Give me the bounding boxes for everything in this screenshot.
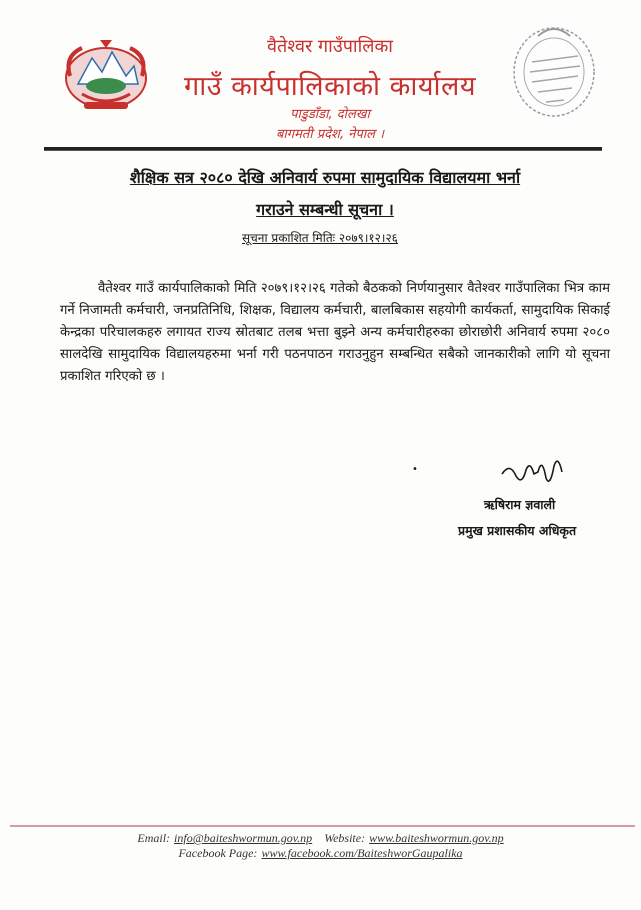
signer-title: प्रमुख प्रशासकीय अधिकृत: [458, 523, 577, 538]
notice-title-line1: शैक्षिक सत्र २०८० देखि अनिवार्य रुपमा सामुदायिक विद्यालयमा भर्ना: [129, 168, 521, 187]
footer-divider: [10, 825, 635, 827]
footer-contact: [0, 831, 641, 846]
header-divider: [44, 147, 602, 151]
published-date: सूचना प्रकाशित मितिः २०७९।१२।२६: [242, 231, 398, 245]
email-label: Email:: [137, 831, 171, 845]
website-label: Website:: [324, 831, 366, 845]
handwritten-signature: [498, 452, 568, 492]
office-province: बागमती प्रदेश, नेपाल ।: [275, 127, 385, 142]
website-link[interactable]: www.baiteshwormun.gov.np: [369, 831, 504, 845]
facebook-link[interactable]: www.facebook.com/BaiteshworGaupalika: [261, 846, 463, 860]
footer-social: [0, 846, 641, 861]
office-seal-stamp: [508, 18, 600, 122]
notice-body: वैतेश्वर गाउँ कार्यपालिकाको मिति २०७९।१२।२६ गतेको बैठकको निर्णयानुसार वैतेश्वर गाउँपालिका भित्र काम गर्ने निजामती कर्मचारी, जनप्रतिनिधि, शिक्षक, विद्यालय कर्मचारी, बालबिकास सहयोगी कार्यकर्ता, सामुदायिक सिकाई केन्द्रका परिचालकहरु लगायत राज्य स्रोतबाट तलब भत्ता बुझ्ने अन्य कर्मचारीहरुका छोराछोरी अनिवार्य रुपमा २०८० सालदेखि सामुदायिक विद्यालयहरुमा भर्ना गरी पठनपाठन गराउनुहुन सम्बन्धित सबैको जानकारीको लागि यो सूचना प्रकाशित गरिएको छ ।: [60, 281, 610, 385]
facebook-label: Facebook Page:: [178, 846, 258, 860]
email-link[interactable]: info@baiteshwormun.gov.np: [174, 831, 313, 845]
notice-title-line2: गराउने सम्बन्धी सूचना ।: [256, 200, 394, 219]
office-name: गाउँ कार्यपालिकाको कार्यालय: [184, 71, 476, 102]
office-location: पाडुडाँडा, दोलखा: [290, 107, 370, 122]
mark-dot: •: [412, 464, 418, 475]
municipality-name: वैतेश्वर गाउँपालिका: [267, 36, 393, 57]
signer-name: ऋषिराम ज्ञवाली: [484, 497, 556, 512]
